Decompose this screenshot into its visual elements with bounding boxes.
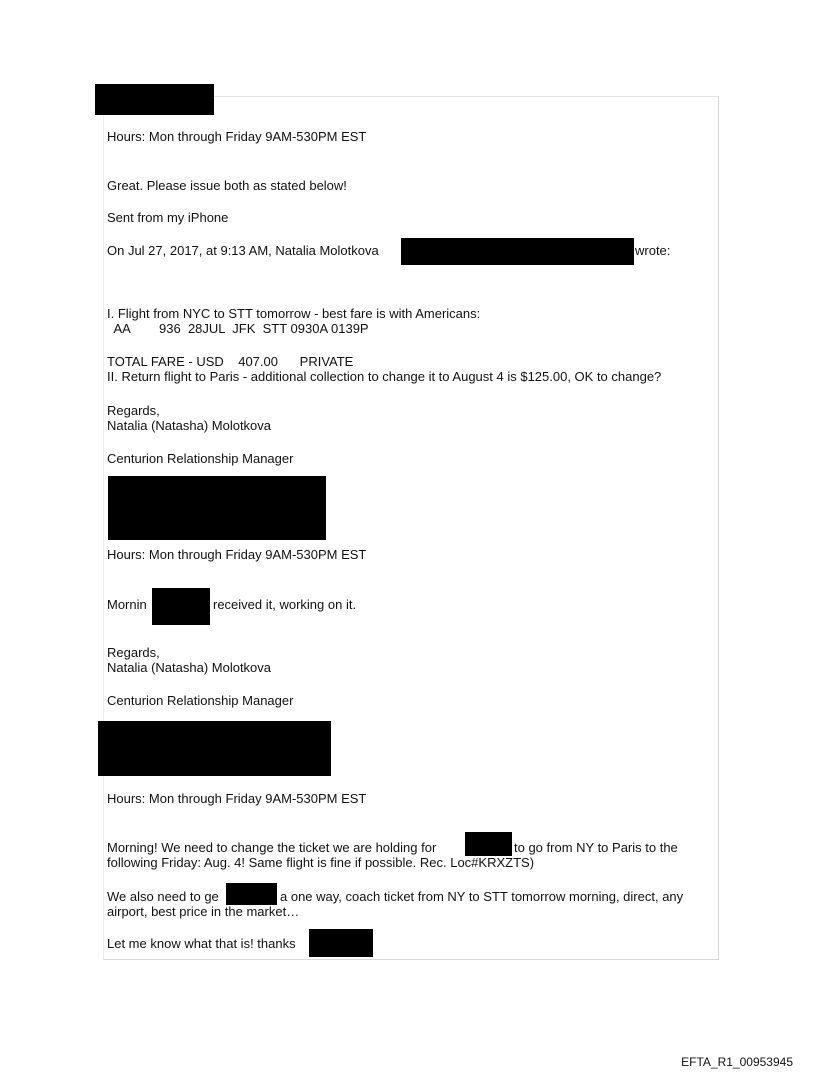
also-need-text-rest: a one way, coach ticket from NY to STT tomorrow morning, direct, any [280, 889, 684, 904]
redaction-box [465, 832, 512, 856]
redaction-box [98, 721, 331, 776]
sender-name: Natalia (Natasha) Molotkova [107, 418, 272, 433]
regards-text: Regards, [107, 645, 160, 660]
morning-text-rest: received it, working on it. [213, 597, 357, 612]
change-request-text: Morning! We need to change the ticket we are holding for [107, 840, 437, 855]
also-need-text: We also need to ge [107, 889, 219, 904]
document-id: EFTA_R1_00953945 [681, 1055, 793, 1069]
hours-text: Hours: Mon through Friday 9AM-530PM EST [107, 547, 367, 562]
redaction-box [401, 238, 634, 265]
also-need-line2: airport, best price in the market… [107, 904, 300, 919]
total-fare: TOTAL FARE - USD 407.00 PRIVATE [107, 354, 354, 369]
quote-header-wrote: wrote: [635, 243, 671, 258]
redaction-box [95, 84, 214, 115]
quote-header: On Jul 27, 2017, at 9:13 AM, Natalia Molotkova [107, 243, 379, 258]
sender-name: Natalia (Natasha) Molotkova [107, 660, 272, 675]
return-flight-line: II. Return flight to Paris - additional collection to change it to August 4 is $125.00, OK to change? [107, 369, 662, 384]
hours-text: Hours: Mon through Friday 9AM-530PM EST [107, 791, 367, 806]
regards-text: Regards, [107, 403, 160, 418]
redaction-box [226, 883, 277, 905]
redaction-box [152, 588, 210, 625]
sender-title: Centurion Relationship Manager [107, 451, 294, 466]
sender-title: Centurion Relationship Manager [107, 693, 294, 708]
morning-text: Mornin [107, 597, 147, 612]
hours-text: Hours: Mon through Friday 9AM-530PM EST [107, 129, 367, 144]
reply-text: Great. Please issue both as stated below! [107, 178, 347, 193]
change-request-line2: following Friday: Aug. 4! Same flight is fine if possible. Rec. Loc#KRXZTS) [107, 855, 535, 870]
sent-from-text: Sent from my iPhone [107, 210, 229, 225]
redaction-box [309, 929, 373, 957]
flight-line: I. Flight from NYC to STT tomorrow - best fare is with Americans: [107, 306, 481, 321]
let-me-know-text: Let me know what that is! thanks [107, 936, 296, 951]
change-request-text-rest: to go from NY to Paris to the [514, 840, 678, 855]
flight-detail: AA 936 28JUL JFK STT 0930A 0139P [107, 321, 369, 336]
redaction-box [108, 476, 326, 540]
